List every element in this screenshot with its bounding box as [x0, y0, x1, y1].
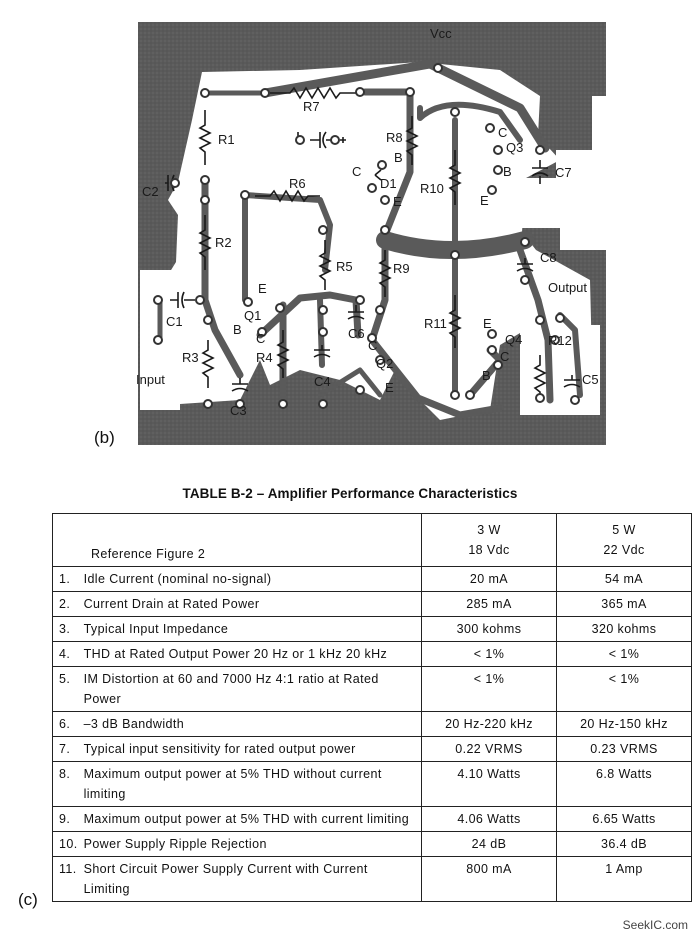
row-number: 1. — [53, 567, 78, 592]
row-value-5w: 365 mA — [557, 592, 692, 617]
label-r5: R5 — [336, 259, 353, 274]
label-c3: C3 — [230, 403, 247, 418]
label-r6: R6 — [289, 176, 306, 191]
label-q4: Q4 — [505, 332, 523, 347]
label-c8: C8 — [540, 250, 557, 265]
reference-header: Reference Figure 2 — [53, 514, 422, 567]
table-row — [53, 567, 692, 592]
label-q3: Q3 — [506, 140, 524, 155]
label-r3: R3 — [182, 350, 199, 365]
watermark-text: SeekIC.com — [622, 918, 688, 932]
label-r8: R8 — [386, 130, 403, 145]
row-value-5w: 1 Amp — [557, 857, 692, 902]
row-number: 2. — [53, 592, 78, 617]
column-5w-power: 5 W — [612, 523, 636, 537]
row-number: 7. — [53, 737, 78, 762]
table-row — [53, 617, 692, 642]
row-value-3w: 4.10 Watts — [422, 762, 557, 807]
figure-b-label: (b) — [94, 428, 115, 447]
row-value-5w: 6.65 Watts — [557, 807, 692, 832]
table-title: TABLE B-2 – Amplifier Performance Characteristics — [182, 486, 518, 501]
row-value-3w: 20 mA — [422, 567, 557, 592]
label-c7: C7 — [555, 165, 572, 180]
row-value-3w: 285 mA — [422, 592, 557, 617]
table-header-row — [53, 514, 692, 567]
label-vcc: Vcc — [430, 26, 452, 41]
row-value-5w: 0.23 VRMS — [557, 737, 692, 762]
label-r12: R12 — [548, 333, 572, 348]
label-q4-b: B — [482, 368, 491, 383]
label-q4-e: E — [483, 316, 492, 331]
row-number: 10. — [53, 832, 78, 857]
label-r1: R1 — [218, 132, 235, 147]
row-number: 5. — [53, 667, 78, 712]
label-c1: C1 — [166, 314, 183, 329]
row-description: Typical Input Impedance — [78, 617, 422, 642]
row-description: Idle Current (nominal no-signal) — [78, 567, 422, 592]
label-q3-c: C — [498, 125, 508, 140]
label-c2: C2 — [142, 184, 159, 199]
label-q1: Q1 — [244, 308, 262, 323]
row-description: Short Circuit Power Supply Current with Current Limiting — [78, 857, 422, 902]
row-number: 6. — [53, 712, 78, 737]
label-q4-c: C — [500, 349, 510, 364]
label-r10: R10 — [420, 181, 444, 196]
row-description: Maximum output power at 5% THD without current limiting — [78, 762, 422, 807]
row-number: 8. — [53, 762, 78, 807]
label-d1-e: E — [393, 194, 402, 209]
row-description: Maximum output power at 5% THD with current limiting — [78, 807, 422, 832]
row-value-3w: 24 dB — [422, 832, 557, 857]
table-row — [53, 667, 692, 712]
label-q1-e: E — [258, 281, 267, 296]
row-description: Typical input sensitivity for rated output power — [78, 737, 422, 762]
label-q1-c: C — [256, 331, 266, 346]
label-q2-e: E — [385, 380, 394, 395]
label-r2: R2 — [215, 235, 232, 250]
table-row — [53, 857, 692, 902]
label-q3-e: E — [480, 193, 489, 208]
label-c6: C6 — [348, 326, 365, 341]
row-value-3w: < 1% — [422, 667, 557, 712]
table-row — [53, 807, 692, 832]
column-5w-header — [557, 514, 692, 567]
row-value-3w: < 1% — [422, 642, 557, 667]
row-value-5w: 320 kohms — [557, 617, 692, 642]
figure-c-label: (c) — [18, 890, 38, 909]
row-number: 11. — [53, 857, 78, 902]
table-row — [53, 832, 692, 857]
row-number: 4. — [53, 642, 78, 667]
row-value-3w: 20 Hz-220 kHz — [422, 712, 557, 737]
table-row — [53, 737, 692, 762]
column-5w-voltage: 22 Vdc — [603, 543, 645, 557]
pcb-layout-diagram — [0, 0, 700, 460]
row-value-3w: 300 kohms — [422, 617, 557, 642]
label-d1: D1 — [380, 176, 397, 191]
row-description: –3 dB Bandwidth — [78, 712, 422, 737]
label-q2: Q2 — [376, 356, 394, 371]
column-3w-voltage: 18 Vdc — [468, 543, 510, 557]
row-value-3w: 800 mA — [422, 857, 557, 902]
column-3w-power: 3 W — [477, 523, 501, 537]
label-r11: R11 — [424, 316, 447, 331]
row-value-5w: 20 Hz-150 kHz — [557, 712, 692, 737]
label-r7: R7 — [303, 99, 320, 114]
label-q1-b: B — [233, 322, 242, 337]
row-number: 3. — [53, 617, 78, 642]
label-r9: R9 — [393, 261, 410, 276]
label-d1-b: B — [394, 150, 403, 165]
label-c4: C4 — [314, 374, 331, 389]
label-r4: R4 — [256, 350, 273, 365]
row-value-5w: < 1% — [557, 642, 692, 667]
row-number: 9. — [53, 807, 78, 832]
row-description: IM Distortion at 60 and 7000 Hz 4:1 ratio at Rated Power — [78, 667, 422, 712]
table-row — [53, 712, 692, 737]
row-value-5w: 36.4 dB — [557, 832, 692, 857]
label-c5: C5 — [582, 372, 599, 387]
row-value-5w: < 1% — [557, 667, 692, 712]
label-q2-c: C — [368, 338, 378, 353]
row-description: Current Drain at Rated Power — [78, 592, 422, 617]
column-3w-header — [422, 514, 557, 567]
row-description: Power Supply Ripple Rejection — [78, 832, 422, 857]
row-value-5w: 54 mA — [557, 567, 692, 592]
label-d1-c: C — [352, 164, 362, 179]
table-row — [53, 762, 692, 807]
row-description: THD at Rated Output Power 20 Hz or 1 kHz 20 kHz — [78, 642, 422, 667]
label-input: Input — [136, 372, 165, 387]
row-value-3w: 4.06 Watts — [422, 807, 557, 832]
label-output: Output — [548, 280, 588, 295]
performance-table — [52, 513, 692, 902]
row-value-5w: 6.8 Watts — [557, 762, 692, 807]
table-row — [53, 592, 692, 617]
table-row — [53, 642, 692, 667]
label-q3-b: B — [503, 164, 512, 179]
row-value-3w: 0.22 VRMS — [422, 737, 557, 762]
